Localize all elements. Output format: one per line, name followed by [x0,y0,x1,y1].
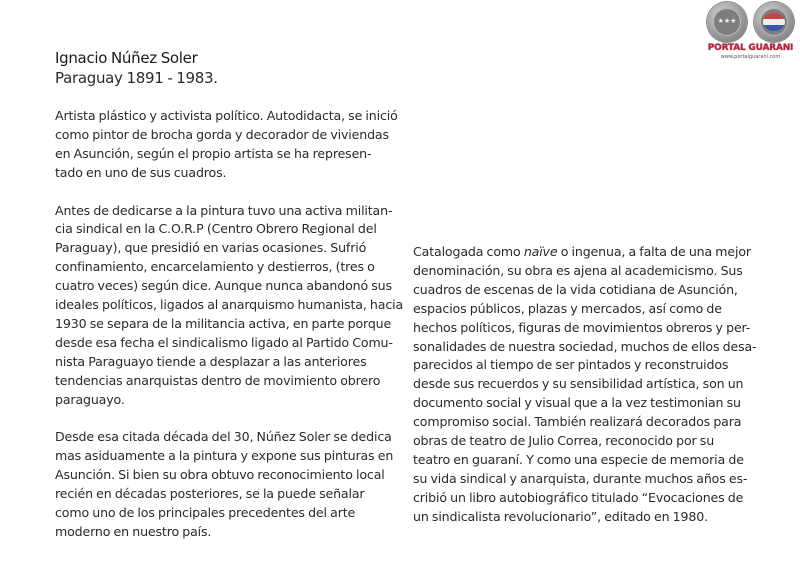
text-line: espacios públicos, plazas y mercados, así como de [413,300,722,316]
text-line: desde esa fecha el sindicalismo ligado al Partido Comu- [55,334,393,350]
text-line: Artista plástico y activista político. Autodidacta, se inició [55,108,398,123]
text-line: recién en décadas posteriores, se la puede señalar [55,486,365,502]
text-fragment: o ingenua, a falta de una mejor [557,244,751,259]
stars-seal-icon [707,2,747,42]
left-column [55,48,404,561]
text-line: tendencias anarquistas dentro de movimiento obrero [55,372,381,388]
text-line: un sindicalista revolucionario”, editado en 1980. [413,508,708,524]
text-line: sonalidades de nuestra sociedad, muchos de ellos desa- [413,338,757,354]
text-line: mas asiduamente a la pintura y expone sus pinturas en [55,448,394,464]
text-line: parecidos al tiempo de ser pintados y reconstruidos [413,357,729,373]
seal-stars: ★★★ [717,17,737,25]
text-line: desde sus recuerdos y su sensibilidad artística, son un [413,376,744,392]
text-line: como pintor de brocha gorda y decorador de viviendas [55,126,389,142]
text-line: moderno en nuestro país. [55,523,212,539]
text-line: hechos políticos, figuras de movimientos obreros y per- [413,319,751,335]
text-line: su vida sindical y anarquista, durante muchos años es- [413,470,748,486]
portal-guarani-logo [703,2,798,66]
text-line: como uno de los principales precedentes del arte [55,505,356,520]
text-line: en Asunción, según el propio artista se ha represen- [55,145,372,161]
text-line: ideales políticos, ligados al anarquismo humanista, hacia [55,297,404,313]
text-line: denominación, su obra es ajena al academicismo. Sus [413,262,743,278]
text-line: teatro en guaraní. Y como una especie de memoria de [413,451,744,467]
italic-term: naïve [523,244,558,259]
text-line: cribió un libro autobiográfico titulado “Evocaciones de [413,489,744,505]
text-line: cia sindical en la C.O.R.P (Centro Obrero Regional del [55,221,377,237]
paragraph-painting-career [55,428,400,541]
text-line: Antes de dedicarse a la pintura tuvo una activa militan- [55,202,393,218]
text-line: tado en uno de sus cuadros. [55,164,227,180]
text-line: 1930 se separa de la militancia activa, en parte porque [55,315,392,331]
text-line: cuatro veces) según dice. Aunque nunca abandonó sus [55,278,392,294]
paragraph-naive-style [413,243,783,527]
text-line: nista Paraguayo tiende a desplazar a las anteriores [55,353,367,369]
text-line: Paraguay), que presidió en varias ocasiones. Sufrió [55,240,367,256]
text-line: compromiso social. También realizará decorados para [413,414,742,430]
right-column [413,243,783,545]
text-line: Desde esa citada década del 30, Núñez Soler se dedica [55,429,392,445]
text-line: confinamiento, encarcelamiento y destierros, (tres o [55,259,375,275]
artist-origin-dates: Paraguay 1891 - 1983. [55,69,218,87]
logo-url-text: www.portalguarani.com [720,54,781,60]
text-line: paraguayo. [55,391,125,407]
paragraph-union-militancy [55,202,404,410]
text-line: obras de teatro de Julio Correa, reconocido por su [413,433,715,449]
paragraph-intro [55,107,400,183]
artist-name: Ignacio Núñez Soler [55,49,198,67]
text-line: documento social y visual que a la vez testimonian su [413,395,741,411]
text-fragment: Catalogada como [413,244,524,259]
text-line: cuadros de escenas de la vida cotidiana de Asunción, [413,281,738,297]
paraguay-flag-seal-icon [754,2,794,42]
text-line [413,243,783,262]
paraguay-flag-icon [763,13,785,31]
logo-brand-text: PORTAL GUARANI [707,43,794,53]
text-line: Asunción. Si bien su obra obtuvo reconocimiento local [55,467,385,483]
